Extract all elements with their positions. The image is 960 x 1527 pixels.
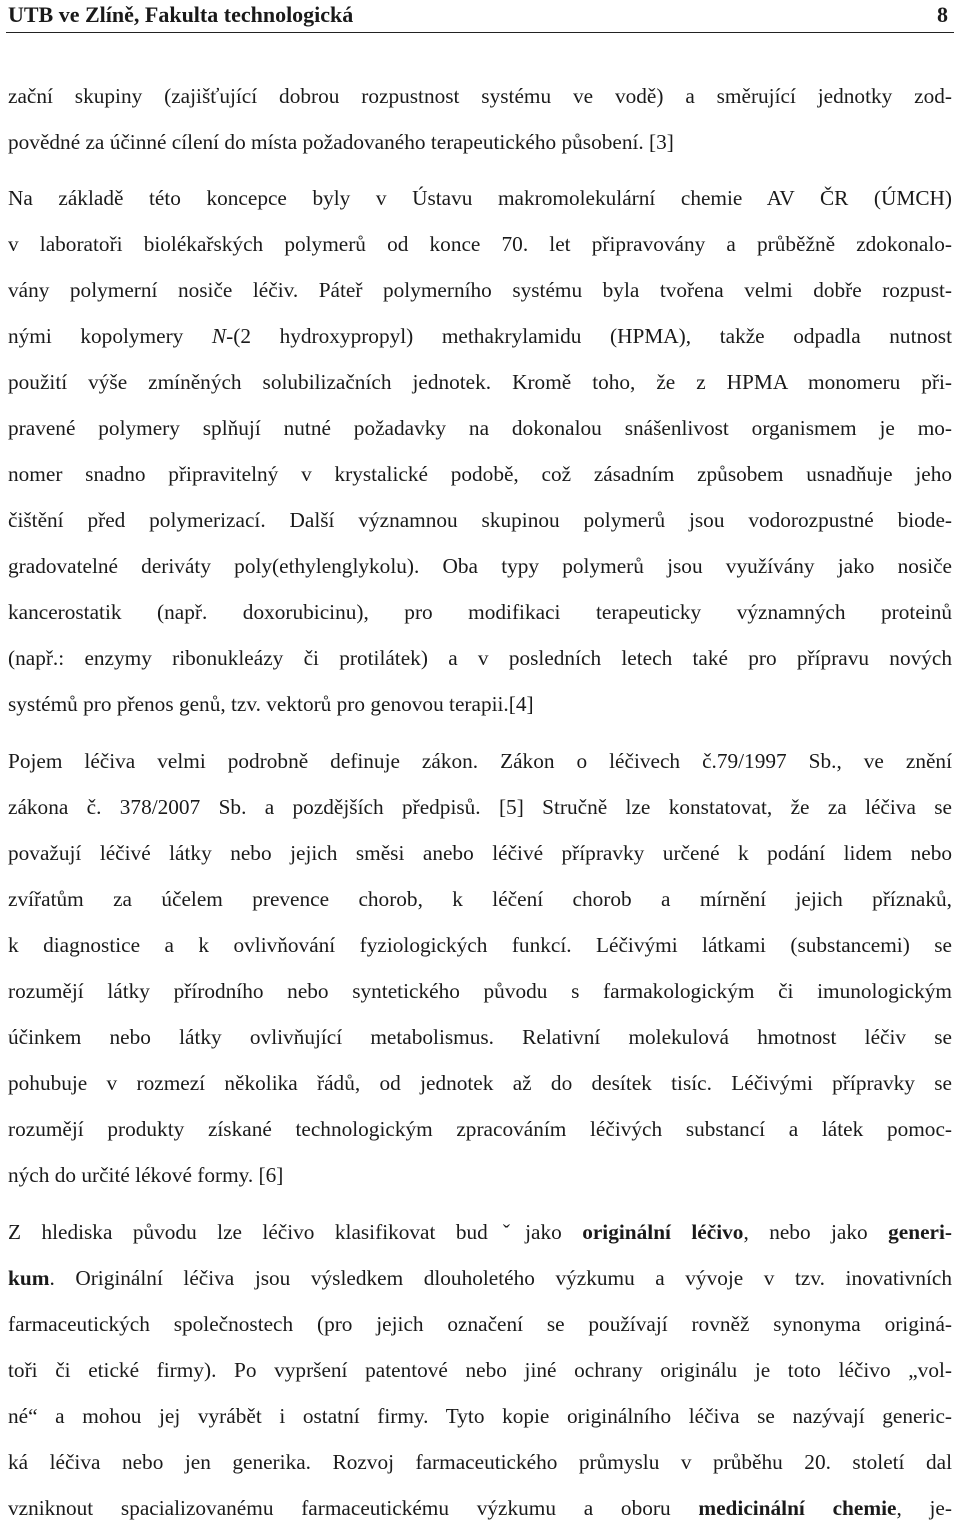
text-line: ká léčiva nebo jen generika. Rozvoj farmaceutického průmyslu v průběhu 20. století dal	[8, 1450, 952, 1474]
text-line: toři či etické firmy). Po vypršení patentové nebo jiné ochrany originálu je toto léčivo „vol-	[8, 1358, 952, 1382]
text-line: systémů pro přenos genů, tzv. vektorů pro genovou terapii.[4]	[8, 692, 534, 716]
text-line: zační skupiny (zajišťující dobrou rozpustnost systému ve vodě) a směrující jednotky zod-	[8, 84, 952, 108]
bold-term: kum	[8, 1266, 50, 1290]
text-line: Na základě této koncepce byly v Ústavu makromolekulární chemie AV ČR (ÚMCH)	[8, 186, 952, 210]
bold-term: generi-	[888, 1220, 952, 1244]
page-header	[6, 0, 954, 33]
text-line: k diagnostice a k ovlivňování fyziologických funkcí. Léčivými látkami (substancemi) se	[8, 933, 952, 957]
text-line: gradovatelné deriváty poly(ethylenglykolu). Oba typy polymerů jsou využívány jako nosiče	[8, 554, 952, 578]
header-title: UTB ve Zlíně, Fakulta technologická	[8, 2, 354, 27]
text-line: né“ a mohou jej vyrábět i ostatní firmy. Tyto kopie originálního léčiva se nazývají generic-	[8, 1404, 952, 1428]
text-line: použití výše zmíněných solubilizačních jednotek. Kromě toho, že z HPMA monomeru při-	[8, 370, 952, 394]
text-line: považují léčivé látky nebo jejich směsi anebo léčivé přípravky určené k podání lidem nebo	[8, 841, 952, 865]
page-number: 8	[937, 2, 948, 27]
text-line: v laboratoři biolékařských polymerů od konce 70. let připravovány a průběžně zdokonalo-	[8, 232, 952, 256]
text-line: farmaceutických společnostech (pro jejich označení se používají rovněž synonyma originá-	[8, 1312, 952, 1336]
text-line: ných do určité lékové formy. [6]	[8, 1163, 284, 1187]
italic-term: N	[211, 324, 227, 348]
text-line: Z hlediska původu lze léčivo klasifikovat budˇjako originální léčivo, nebo jako generi-	[8, 1220, 952, 1244]
text-line: vány polymerní nosiče léčiv. Páteř polymerního systému byla tvořena velmi dobře rozpust-	[8, 278, 952, 302]
text-line: povědné za účinné cílení do místa požadovaného terapeutického působení. [3]	[8, 130, 674, 154]
bold-term: originální léčivo	[582, 1220, 744, 1244]
text-line: vzniknout spacializovanému farmaceutickému výzkumu a oboru medicinální chemie, je-	[8, 1496, 952, 1520]
bold-term: medicinální chemie	[698, 1496, 897, 1520]
text-line: čištění před polymerizací. Další významnou skupinou polymerů jsou vodorozpustné biode-	[8, 508, 952, 532]
text-line: Pojem léčiva velmi podrobně definuje zákon. Zákon o léčivech č.79/1997 Sb., ve znění	[8, 749, 952, 773]
text-line: nomer snadno připravitelný v krystalické podobě, což zásadním způsobem usnadňuje jeho	[8, 462, 952, 486]
text-line: (např.: enzymy ribonukleázy či protilátek) a v posledních letech také pro přípravu nových	[8, 646, 952, 670]
text-line: rozumějí látky přírodního nebo syntetického původu s farmakologickým či imunologickým	[8, 979, 952, 1003]
text-line: pravené polymery splňují nutné požadavky na dokonalou snášenlivost organismem je mo-	[8, 416, 952, 440]
text-line: zvířatům za účelem prevence chorob, k léčení chorob a mírnění jejich příznaků,	[8, 887, 952, 911]
text-line: účinkem nebo látky ovlivňující metabolismus. Relativní molekulová hmotnost léčiv se	[8, 1025, 952, 1049]
text-line: pohubuje v rozmezí několika řádů, od jednotek až do desítek tisíc. Léčivými přípravky se	[8, 1071, 952, 1095]
text-line: kancerostatik (např. doxorubicinu), pro modifikaci terapeuticky významných proteinů	[8, 600, 952, 624]
text-line: nými kopolymery N-(2 hydroxypropyl) methakrylamidu (HPMA), takže odpadla nutnost	[8, 324, 952, 348]
text-line: kum. Originální léčiva jsou výsledkem dlouholetého výzkumu a vývoje v tzv. inovativních	[8, 1266, 952, 1290]
text-line: rozumějí produkty získané technologickým zpracováním léčivých substancí a látek pomoc-	[8, 1117, 952, 1141]
text-line: zákona č. 378/2007 Sb. a pozdějších předpisů. [5] Stručně lze konstatovat, že za léčiva se	[8, 795, 952, 819]
